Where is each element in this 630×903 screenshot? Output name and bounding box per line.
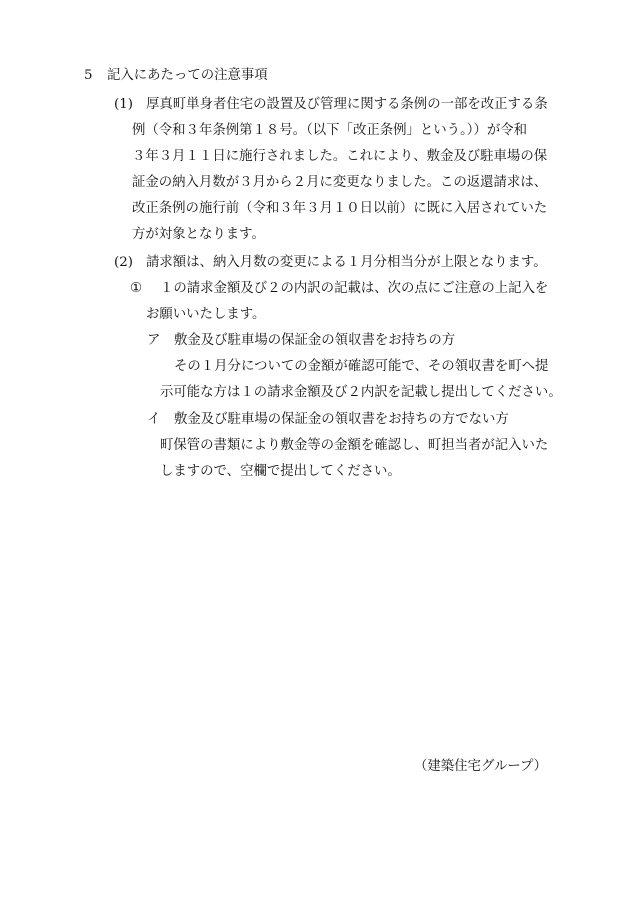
sub1-line: お願いいたします。 (146, 307, 266, 322)
item1-line: 厚真町単身者住宅の設置及び管理に関する条例の一部を改正する条 (146, 97, 548, 112)
item1-marker: (1) (114, 97, 133, 112)
sub-a-line: 示可能な方は１の請求金額及び２内訳を記載し提出してください。 (160, 385, 562, 400)
sub-a-marker: ア (147, 333, 161, 348)
item1-line: 証金の納入月数が３月から２月に変更なりました。この返還請求は、 (132, 175, 548, 190)
sub-b-line: 町保管の書類により敷金等の金額を確認し、町担当者が記入いた (160, 438, 549, 453)
sub-b-marker: イ (147, 412, 161, 427)
item2-marker: (2) (114, 255, 133, 270)
item1-line: 例（令和３年条例第１８号。（以下「改正条例」という。））が令和 (132, 123, 528, 138)
item2-text: 請求額は、納入月数の変更による１月分相当分が上限となります。 (146, 255, 547, 270)
sub-b-title: 敷金及び駐車場の保証金の領収書をお持ちの方でない方 (174, 412, 509, 427)
section-title: 記入にあたっての注意事項 (107, 68, 268, 83)
sub1-line: １の請求金額及び２の内訳の記載は、次の点にご注意の上記入を (160, 281, 549, 296)
footer-department: （建築住宅グループ） (414, 759, 547, 774)
section-number: 5 (84, 68, 93, 83)
item1-line: 改正条例の施行前（令和３年３月１０日以前）に既に入居されていた (132, 201, 548, 216)
sub1-marker: ① (130, 281, 143, 296)
sub-a-line: その１月分についての金額が確認可能で、その領収書を町へ提 (174, 359, 549, 374)
sub-a-title: 敷金及び駐車場の保証金の領収書をお持ちの方 (174, 333, 456, 348)
item1-line: ３年３月１１日に施行されました。これにより、敷金及び駐車場の保 (132, 149, 548, 164)
item1-line: 方が対象となります。 (132, 227, 265, 242)
sub-b-line: しますので、空欄で提出してください。 (160, 464, 401, 479)
